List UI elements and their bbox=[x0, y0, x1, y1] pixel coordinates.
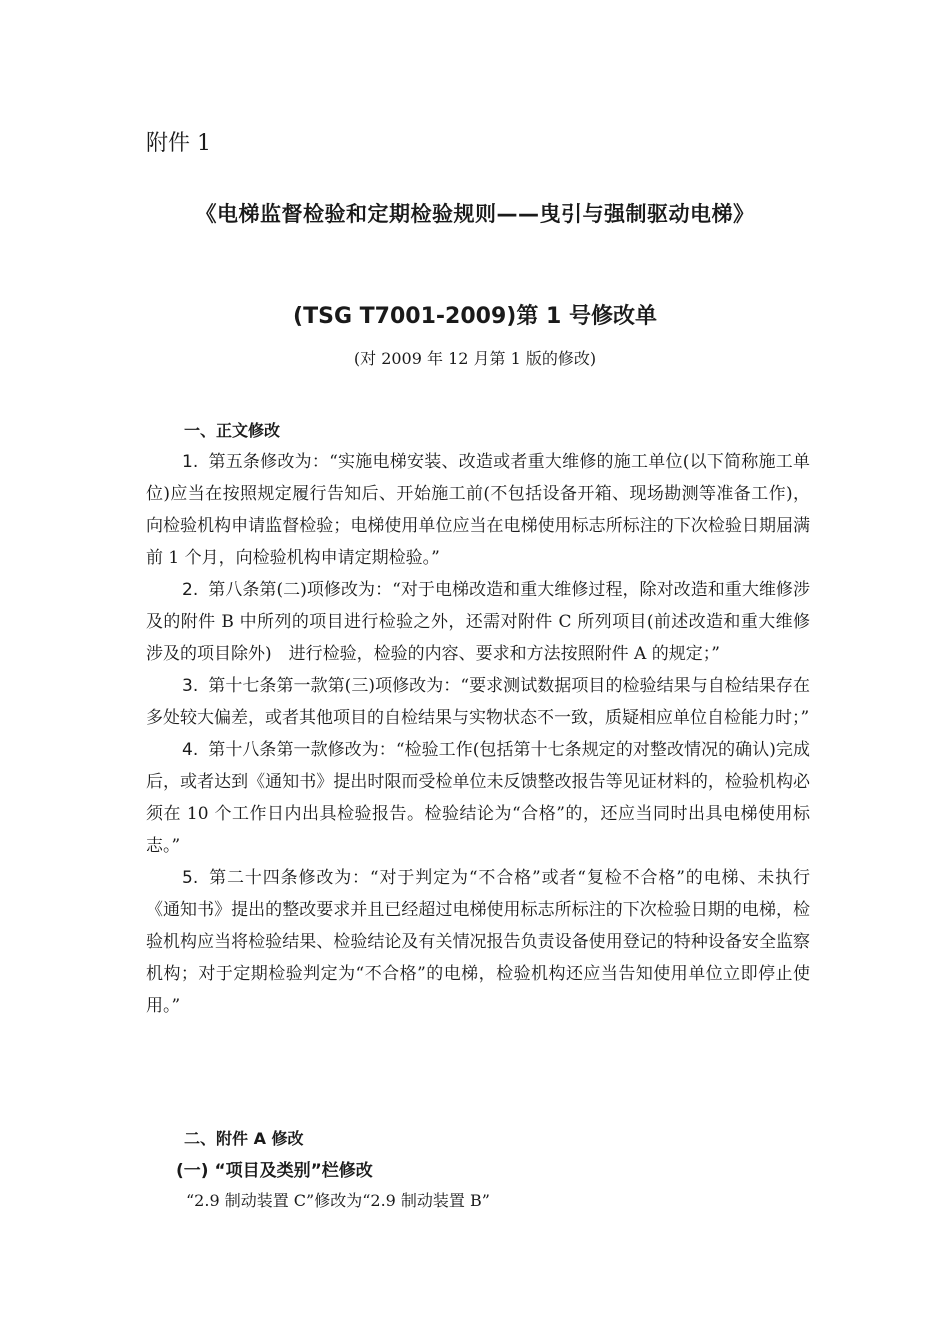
list-item bbox=[146, 446, 810, 574]
list-item bbox=[146, 734, 810, 862]
item-number: 2. bbox=[182, 580, 199, 600]
list-item bbox=[146, 670, 810, 734]
item-text: 第八条第(二)项修改为：“对于电梯改造和重大维修过程，除对改造和重大维修涉及的附件 B 中所列的项目进行检验之外，还需对附件 C 所列项目(前述改造和重大维修涉及的项目除外) 进行检验，检验的内容、要求和方法按照附件 A 的规定；” bbox=[146, 580, 810, 664]
item-number: 5. bbox=[182, 868, 199, 888]
section2-subheading: (一) “项目及类别”栏修改 bbox=[176, 1161, 373, 1181]
item-text: 第二十四条修改为：“对于判定为“不合格”或者“复检不合格”的电梯、未执行《通知书》提出的整改要求并且已经超过电梯使用标志所标注的下次检验日期的电梯，检验机构应当将检验结果、检验结论及有关情况报告负责设备使用登记的特种设备安全监察机构；对于定期检验判定为“不合格”的电梯，检验机构还应当告知使用单位立即停止使用。” bbox=[146, 868, 810, 1016]
item-text: 第十七条第一款第(三)项修改为：“要求测试数据项目的检验结果与自检结果存在多处较大偏差，或者其他项目的自检结果与实物状态不一致，质疑相应单位自检能力时；” bbox=[146, 676, 810, 728]
section2-text: “2.9 制动装置 C”修改为“2.9 制动装置 B” bbox=[186, 1191, 490, 1210]
version-note: (对 2009 年 12 月第 1 版的修改) bbox=[353, 349, 597, 368]
item-number: 4. bbox=[182, 740, 199, 760]
item-text: 第十八条第一款修改为：“检验工作(包括第十七条规定的对整改情况的确认)完成后，或者达到《通知书》提出时限而受检单位未反馈整改报告等见证材料的，检验机构必须在 10 个工作日内出具检验报告。检验结论为“合格”的，还应当同时出具电梯使用标志。” bbox=[146, 740, 810, 856]
list-item bbox=[146, 862, 810, 1022]
section2-heading: 二、附件 A 修改 bbox=[184, 1129, 304, 1148]
item-number: 1. bbox=[182, 452, 199, 472]
item-text: 第五条修改为：“实施电梯安装、改造或者重大维修的施工单位(以下简称施工单位)应当在按照规定履行告知后、开始施工前(不包括设备开箱、现场勘测等准备工作)，向检验机构申请监督检验；电梯使用单位应当在电梯使用标志所标注的下次检验日期届满前 1 个月，向检验机构申请定期检验。” bbox=[146, 452, 810, 568]
section1-heading: 一、正文修改 bbox=[184, 421, 281, 440]
item-number: 3. bbox=[182, 676, 199, 696]
document-title: 《电梯监督检验和定期检验规则——曳引与强制驱动电梯》 bbox=[195, 202, 755, 226]
list-item bbox=[146, 574, 810, 670]
section1-item-list bbox=[146, 446, 810, 1022]
amendment-code-line: (TSG T7001-2009)第 1 号修改单 bbox=[293, 304, 657, 329]
attachment-label: 附件 1 bbox=[146, 131, 211, 156]
